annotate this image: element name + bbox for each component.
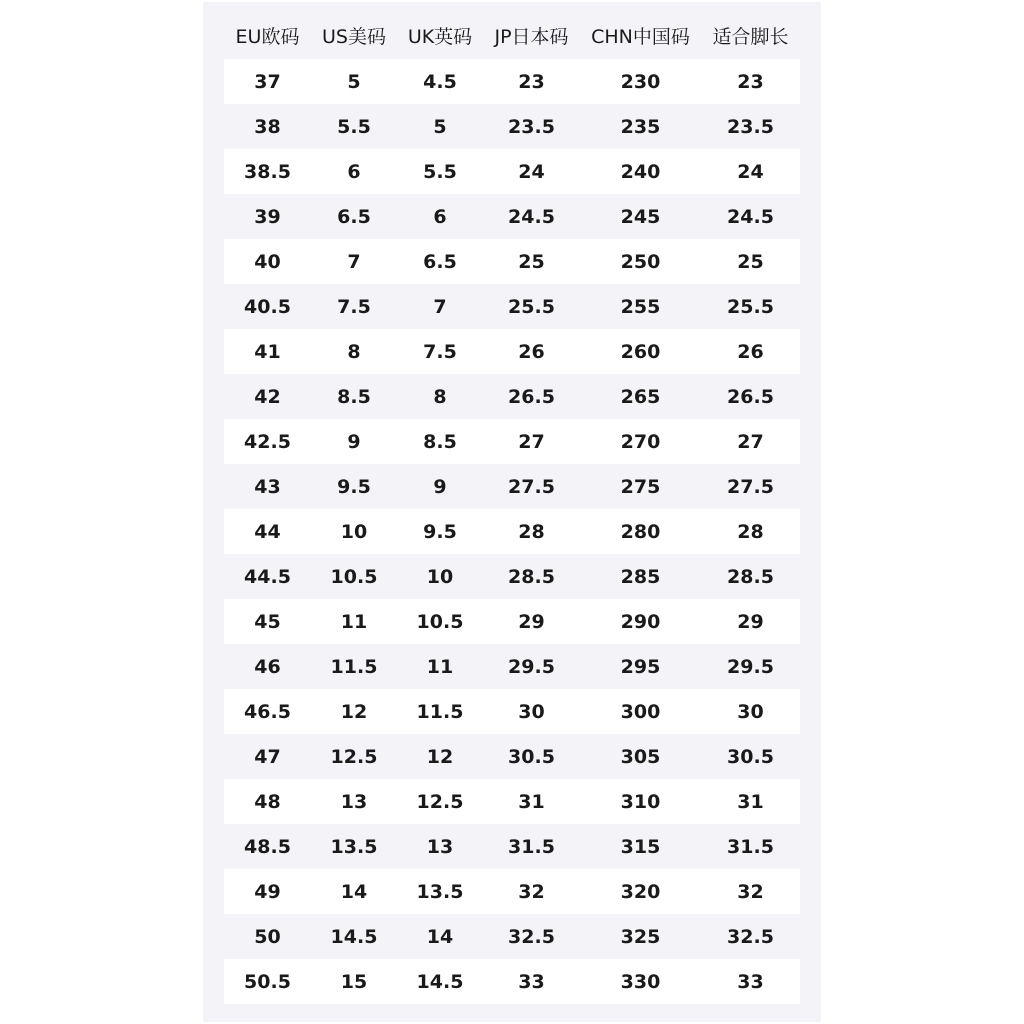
cell-chn: 255 (620, 295, 661, 318)
table-row (224, 869, 800, 914)
table-row (224, 554, 800, 599)
table-row (224, 374, 800, 419)
cell-us: 12.5 (330, 745, 378, 768)
cell-foot-length: 31.5 (727, 835, 774, 858)
cell-jp: 28 (518, 520, 545, 543)
cell-eu: 37 (254, 70, 281, 93)
cell-jp: 30.5 (508, 745, 555, 768)
table-row (224, 779, 800, 824)
table-row (224, 149, 800, 194)
cell-foot-length: 29.5 (727, 655, 774, 678)
cell-us: 11.5 (330, 655, 378, 678)
header-chn: CHN中国码 (591, 25, 690, 48)
cell-foot-length: 28.5 (727, 565, 774, 588)
table-row (224, 329, 800, 374)
cell-eu: 46 (254, 655, 281, 678)
cell-foot-length: 27 (737, 430, 764, 453)
table-row (224, 914, 800, 959)
cell-us: 5.5 (337, 115, 371, 138)
header-uk: UK英码 (407, 25, 473, 48)
cell-foot-length: 31 (737, 790, 764, 813)
cell-us: 14.5 (330, 925, 378, 948)
cell-eu: 42.5 (244, 430, 291, 453)
cell-us: 9 (347, 430, 361, 453)
cell-us: 7 (347, 250, 361, 273)
cell-foot-length: 32.5 (727, 925, 774, 948)
cell-uk: 5.5 (423, 160, 457, 183)
cell-us: 6.5 (337, 205, 371, 228)
cell-uk: 13.5 (416, 880, 464, 903)
cell-foot-length: 28 (737, 520, 764, 543)
cell-us: 14 (340, 880, 368, 903)
cell-uk: 6 (433, 205, 447, 228)
cell-jp: 28.5 (508, 565, 555, 588)
table-row (224, 824, 800, 869)
cell-jp: 32 (518, 880, 545, 903)
table-row (224, 959, 800, 1004)
cell-eu: 41 (254, 340, 281, 363)
cell-chn: 295 (620, 655, 661, 678)
cell-chn: 300 (620, 700, 661, 723)
cell-chn: 320 (620, 880, 661, 903)
cell-chn: 245 (620, 205, 661, 228)
table-row (224, 734, 800, 779)
cell-foot-length: 23.5 (727, 115, 774, 138)
cell-foot-length: 33 (737, 970, 764, 993)
cell-foot-length: 26 (737, 340, 764, 363)
cell-jp: 26.5 (508, 385, 555, 408)
header-foot-length: 适合脚长 (712, 25, 789, 48)
cell-us: 11 (340, 610, 368, 633)
cell-jp: 30 (518, 700, 545, 723)
cell-eu: 46.5 (244, 700, 291, 723)
cell-us: 6 (347, 160, 361, 183)
cell-chn: 270 (620, 430, 661, 453)
cell-uk: 7.5 (423, 340, 457, 363)
cell-uk: 11.5 (416, 700, 464, 723)
cell-eu: 45 (254, 610, 281, 633)
cell-uk: 6.5 (423, 250, 457, 273)
cell-us: 10.5 (330, 565, 378, 588)
table-header (224, 13, 800, 57)
cell-jp: 27.5 (508, 475, 555, 498)
cell-eu: 38 (254, 115, 281, 138)
table-row (224, 509, 800, 554)
table-row (224, 464, 800, 509)
cell-uk: 13 (426, 835, 454, 858)
header-us: US美码 (322, 25, 386, 48)
cell-uk: 11 (426, 655, 454, 678)
cell-chn: 235 (620, 115, 661, 138)
cell-uk: 7 (433, 295, 447, 318)
cell-eu: 42 (254, 385, 281, 408)
cell-chn: 305 (620, 745, 661, 768)
cell-us: 5 (347, 70, 361, 93)
cell-uk: 14 (426, 925, 454, 948)
cell-us: 15 (340, 970, 368, 993)
cell-jp: 24.5 (508, 205, 555, 228)
cell-jp: 29 (518, 610, 545, 633)
cell-chn: 230 (620, 70, 661, 93)
cell-jp: 29.5 (508, 655, 555, 678)
cell-foot-length: 32 (737, 880, 764, 903)
table-row (224, 59, 800, 104)
cell-foot-length: 27.5 (727, 475, 774, 498)
cell-us: 8 (347, 340, 361, 363)
table-row (224, 239, 800, 284)
cell-foot-length: 24.5 (727, 205, 774, 228)
cell-foot-length: 25 (737, 250, 764, 273)
cell-us: 9.5 (337, 475, 371, 498)
header-jp: JP日本码 (494, 25, 569, 48)
table-row (224, 599, 800, 644)
cell-chn: 310 (620, 790, 661, 813)
cell-uk: 14.5 (416, 970, 464, 993)
cell-eu: 48.5 (244, 835, 291, 858)
cell-us: 13 (340, 790, 368, 813)
cell-uk: 4.5 (423, 70, 457, 93)
cell-chn: 290 (620, 610, 661, 633)
cell-chn: 315 (620, 835, 661, 858)
cell-uk: 5 (433, 115, 447, 138)
cell-jp: 25.5 (508, 295, 555, 318)
cell-us: 10 (340, 520, 368, 543)
table-row (224, 644, 800, 689)
cell-jp: 23.5 (508, 115, 555, 138)
cell-jp: 26 (518, 340, 545, 363)
cell-uk: 9 (433, 475, 447, 498)
size-chart-panel (203, 2, 821, 1022)
table-row (224, 689, 800, 734)
cell-uk: 9.5 (423, 520, 457, 543)
cell-foot-length: 29 (737, 610, 764, 633)
cell-eu: 40.5 (244, 295, 291, 318)
cell-eu: 40 (254, 250, 281, 273)
cell-uk: 8.5 (423, 430, 457, 453)
cell-eu: 39 (254, 205, 281, 228)
cell-us: 13.5 (330, 835, 378, 858)
cell-jp: 25 (518, 250, 545, 273)
cell-foot-length: 30 (737, 700, 764, 723)
cell-eu: 44 (254, 520, 281, 543)
cell-eu: 50.5 (244, 970, 291, 993)
cell-uk: 10.5 (416, 610, 464, 633)
cell-uk: 8 (433, 385, 447, 408)
cell-jp: 33 (518, 970, 545, 993)
cell-chn: 280 (620, 520, 661, 543)
cell-chn: 260 (620, 340, 661, 363)
table-row (224, 194, 800, 239)
cell-us: 12 (340, 700, 368, 723)
cell-eu: 38.5 (244, 160, 291, 183)
table-row (224, 104, 800, 149)
table-body (224, 59, 800, 1004)
cell-chn: 250 (620, 250, 661, 273)
cell-eu: 49 (254, 880, 281, 903)
cell-foot-length: 30.5 (727, 745, 774, 768)
cell-jp: 27 (518, 430, 545, 453)
cell-foot-length: 24 (737, 160, 764, 183)
cell-us: 8.5 (337, 385, 371, 408)
cell-uk: 12.5 (416, 790, 464, 813)
cell-jp: 31 (518, 790, 545, 813)
cell-jp: 24 (518, 160, 545, 183)
cell-uk: 10 (426, 565, 454, 588)
cell-foot-length: 25.5 (727, 295, 774, 318)
cell-eu: 48 (254, 790, 281, 813)
cell-chn: 265 (620, 385, 661, 408)
table-row (224, 419, 800, 464)
cell-jp: 31.5 (508, 835, 555, 858)
cell-foot-length: 23 (737, 70, 764, 93)
cell-uk: 12 (426, 745, 454, 768)
cell-chn: 325 (620, 925, 661, 948)
cell-eu: 44.5 (244, 565, 291, 588)
cell-eu: 50 (254, 925, 281, 948)
header-eu: EU欧码 (235, 25, 300, 48)
cell-foot-length: 26.5 (727, 385, 774, 408)
cell-chn: 275 (620, 475, 661, 498)
cell-jp: 32.5 (508, 925, 555, 948)
cell-eu: 43 (254, 475, 281, 498)
cell-jp: 23 (518, 70, 545, 93)
cell-eu: 47 (254, 745, 281, 768)
cell-chn: 285 (620, 565, 661, 588)
cell-chn: 330 (620, 970, 661, 993)
table-row (224, 284, 800, 329)
cell-us: 7.5 (337, 295, 371, 318)
cell-chn: 240 (620, 160, 661, 183)
